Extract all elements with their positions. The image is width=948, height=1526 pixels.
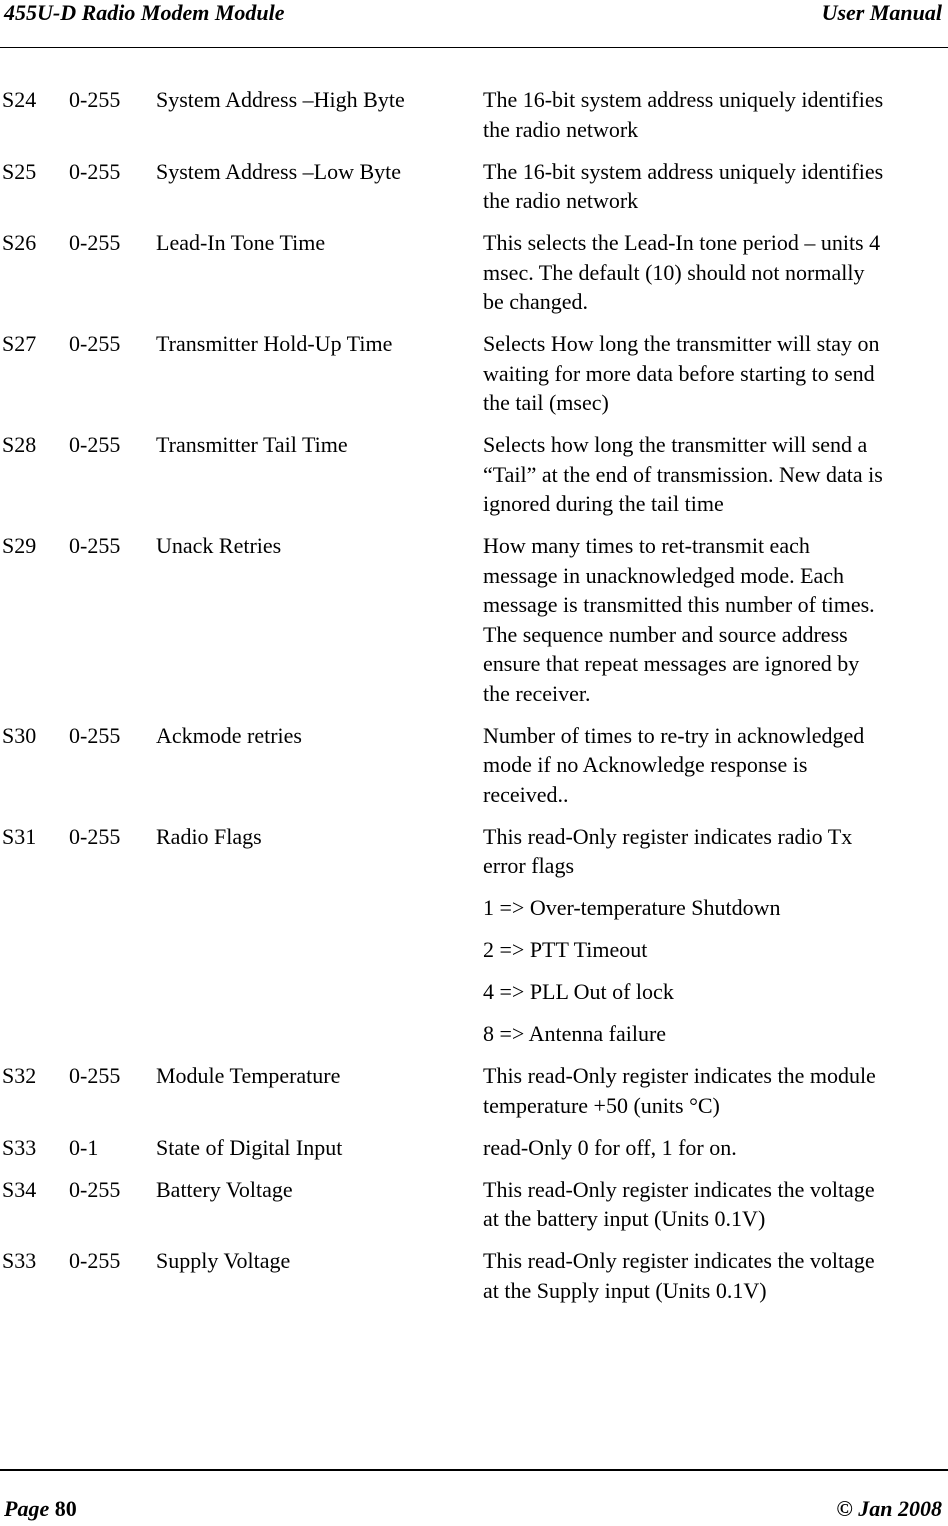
register-name: System Address –High Byte <box>156 87 405 112</box>
register-description <box>483 430 941 519</box>
register-id: S28 <box>2 432 37 457</box>
register-description <box>483 1133 941 1163</box>
register-name: Transmitter Tail Time <box>156 432 348 457</box>
register-name: Lead-In Tone Time <box>156 230 326 255</box>
register-description <box>483 329 941 418</box>
register-name: Transmitter Hold-Up Time <box>156 331 393 356</box>
description-line: message is transmitted this number of times. <box>483 592 875 617</box>
description-line: This read-Only register indicates the voltage <box>483 1176 875 1202</box>
register-description <box>483 1061 941 1120</box>
register-range: 0-255 <box>69 722 121 748</box>
description-line: How many times to ret-transmit each <box>483 533 810 558</box>
register-id: S29 <box>2 533 37 558</box>
page-header <box>0 0 948 48</box>
description-line: The 16-bit system address uniquely identifies <box>483 87 884 112</box>
description-line: be changed. <box>483 289 589 314</box>
page-number: 80 <box>54 1496 77 1521</box>
description-line: ensure that repeat messages are ignored by <box>483 651 860 676</box>
description-line: at the Supply input (Units 0.1V) <box>483 1277 767 1303</box>
register-id: S24 <box>2 87 37 112</box>
description-line: ignored during the tail time <box>483 491 724 516</box>
register-id: S27 <box>2 331 37 356</box>
register-range: 0-255 <box>69 1063 121 1088</box>
description-line: read-Only 0 for off, 1 for on. <box>483 1134 737 1160</box>
register-range: 0-255 <box>69 1248 121 1273</box>
manual-label: User Manual <box>821 0 942 25</box>
register-name: Ackmode retries <box>156 722 302 748</box>
description-line: message in unacknowledged mode. Each <box>483 562 845 588</box>
description-line: Selects how long the transmitter will send a <box>483 432 868 457</box>
register-description <box>483 228 941 317</box>
register-id: S32 <box>2 1063 37 1088</box>
description-line: at the battery input (Units 0.1V) <box>483 1206 766 1231</box>
register-id: S34 <box>2 1176 37 1202</box>
description-line: the receiver. <box>483 680 591 706</box>
header-divider <box>0 47 948 48</box>
register-range: 0-255 <box>69 87 121 112</box>
register-range: 0-255 <box>69 230 121 255</box>
register-description <box>483 157 941 216</box>
register-name: Battery Voltage <box>156 1176 293 1202</box>
description-line: Number of times to re-try in acknowledged <box>483 722 865 748</box>
footer-divider <box>0 1469 948 1471</box>
flag-item: 2 => PTT Timeout <box>483 937 648 962</box>
register-description <box>483 1175 941 1234</box>
register-description <box>483 1246 941 1305</box>
register-description <box>483 721 941 810</box>
register-name: Unack Retries <box>156 533 282 558</box>
register-range: 0-1 <box>69 1134 99 1160</box>
description-line: This selects the Lead-In tone period – units 4 <box>483 230 881 255</box>
register-range: 0-255 <box>69 158 121 184</box>
register-id: S25 <box>2 158 37 184</box>
flag-item: 1 => Over-temperature Shutdown <box>483 895 781 920</box>
register-name: Radio Flags <box>156 823 262 849</box>
register-range: 0-255 <box>69 533 121 558</box>
register-range: 0-255 <box>69 331 121 356</box>
register-description <box>483 531 941 708</box>
description-line: “Tail” at the end of transmission. New data is <box>483 461 883 487</box>
document-title: 455U-D Radio Modem Module <box>4 0 285 25</box>
description-line: the radio network <box>483 188 639 213</box>
description-line: temperature +50 (units °C) <box>483 1092 720 1118</box>
register-id: S26 <box>2 230 37 255</box>
description-line: received.. <box>483 781 569 807</box>
description-line: mode if no Acknowledge response is <box>483 752 808 777</box>
description-line: This read-Only register indicates the module <box>483 1063 876 1088</box>
page-label: Page <box>4 1496 50 1521</box>
description-line: the radio network <box>483 116 639 142</box>
copyright-date: © Jan 2008 <box>836 1496 942 1521</box>
register-name: State of Digital Input <box>156 1134 343 1160</box>
description-line: This read-Only register indicates radio Tx <box>483 823 853 849</box>
flag-item: 8 => Antenna failure <box>483 1021 667 1046</box>
register-range: 0-255 <box>69 823 121 849</box>
register-id: S33 <box>2 1134 37 1160</box>
register-name: Module Temperature <box>156 1063 341 1088</box>
register-range: 0-255 <box>69 432 121 457</box>
description-line: The sequence number and source address <box>483 621 848 647</box>
description-line: The 16-bit system address uniquely identifies <box>483 158 884 184</box>
register-id: S30 <box>2 722 37 748</box>
page-indicator <box>4 1496 77 1522</box>
description-line: Selects How long the transmitter will stay on <box>483 331 880 356</box>
description-line: msec. The default (10) should not normally <box>483 259 865 285</box>
register-range: 0-255 <box>69 1176 121 1202</box>
flag-item: 4 => PLL Out of lock <box>483 979 674 1004</box>
register-name: Supply Voltage <box>156 1248 291 1273</box>
register-description <box>483 822 941 1046</box>
description-line: This read-Only register indicates the voltage <box>483 1248 875 1273</box>
description-line: waiting for more data before starting to send <box>483 360 875 386</box>
description-line: error flags <box>483 853 575 878</box>
register-description <box>483 85 941 144</box>
register-name: System Address –Low Byte <box>156 158 402 184</box>
register-id: S31 <box>2 823 37 849</box>
description-line: the tail (msec) <box>483 390 609 415</box>
register-id: S33 <box>2 1248 37 1273</box>
